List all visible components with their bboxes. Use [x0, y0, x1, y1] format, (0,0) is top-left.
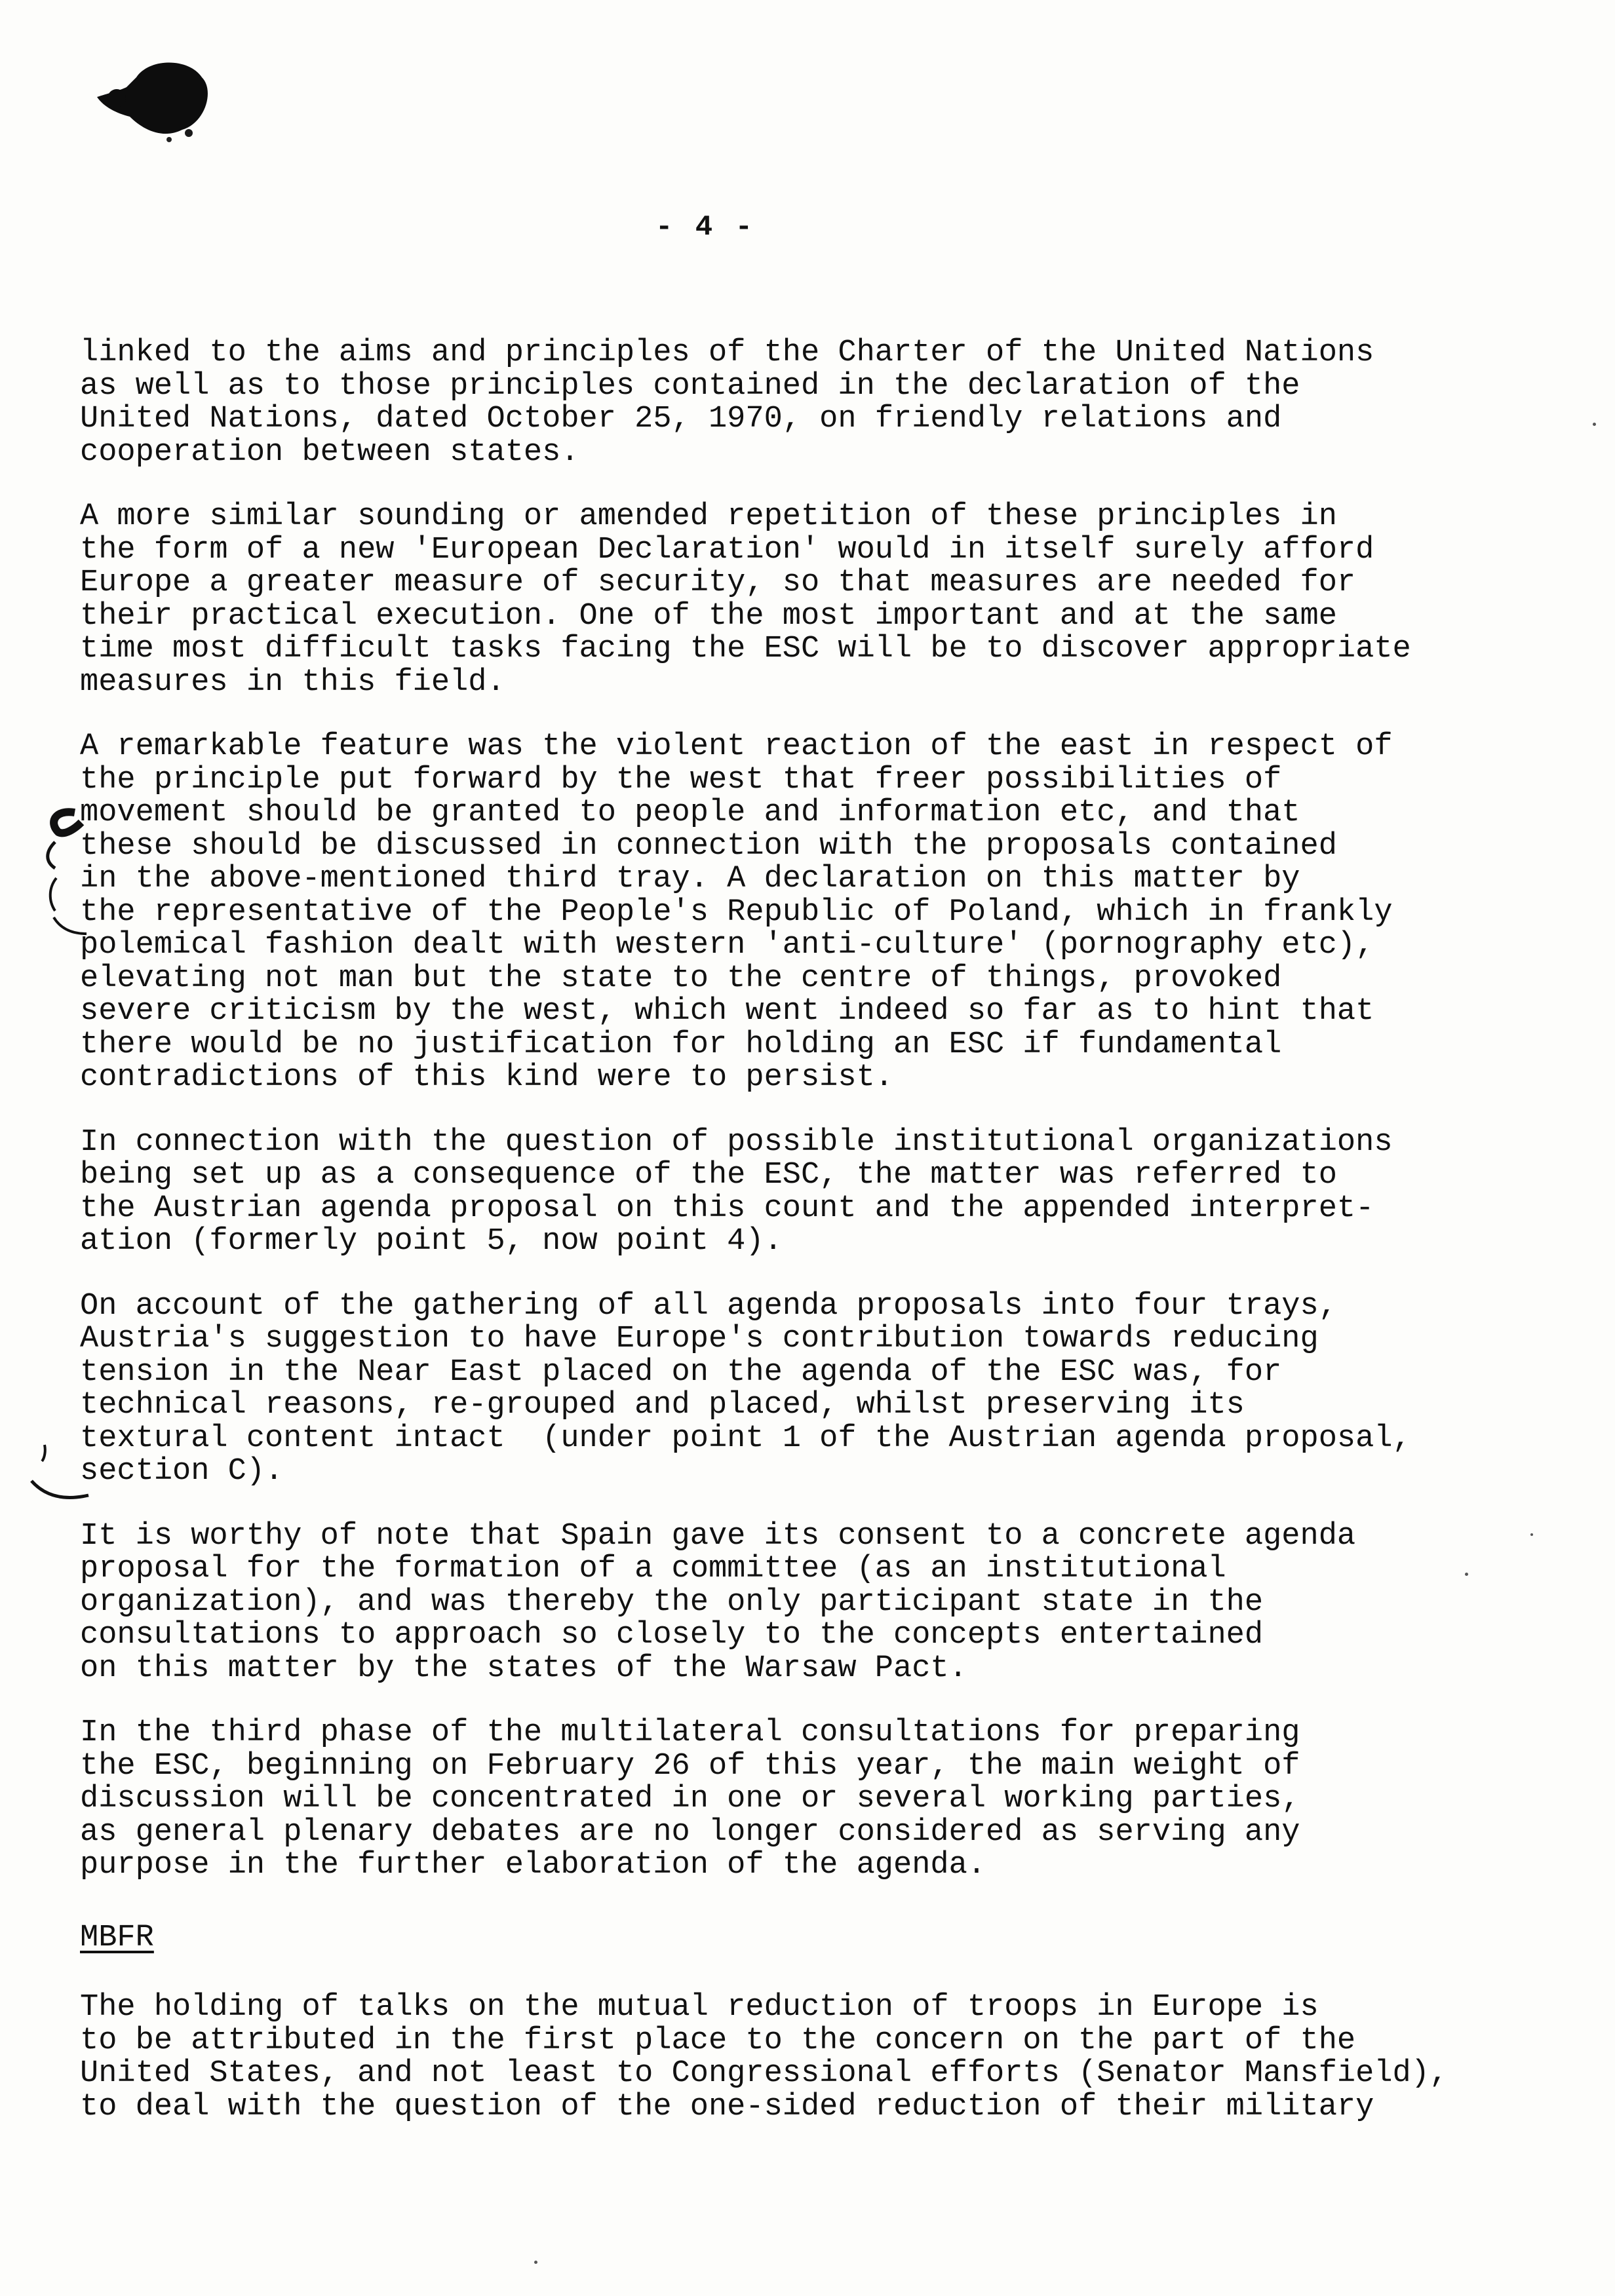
- text-line: cooperation between states.: [80, 434, 579, 470]
- text-line: as well as to those principles contained in the declaration of the: [80, 368, 1300, 404]
- text-line: there would be no justification for holding an ESC if fundamental: [80, 1027, 1282, 1062]
- text-line: In connection with the question of possible institutional organizations: [80, 1124, 1393, 1160]
- scan-speck: [1593, 423, 1596, 426]
- text-line: United Nations, dated October 25, 1970, on friendly relations and: [80, 402, 1282, 436]
- text-line: linked to the aims and principles of the Charter of the United Nations: [80, 335, 1374, 370]
- text-line: the ESC, beginning on February 26 of this year, the main weight of: [80, 1748, 1300, 1784]
- page-number: - 4 -: [655, 211, 756, 244]
- text-line: time most difficult tasks facing the ESC will be to discover appropriate: [80, 632, 1411, 666]
- text-line: contradictions of this kind were to persist.: [80, 1060, 894, 1095]
- paragraph: [80, 1126, 1555, 1259]
- text-line: Austria's suggestion to have Europe's contribution towards reducing: [80, 1322, 1319, 1356]
- paragraph: [80, 1991, 1555, 2124]
- text-line: being set up as a consequence of the ESC, the matter was referred to: [80, 1158, 1337, 1193]
- text-line: the representative of the People's Republic of Poland, which in frankly: [80, 894, 1393, 930]
- text-line: measures in this field.: [80, 664, 505, 700]
- text-line: in the above-mentioned third tray. A declaration on this matter by: [80, 862, 1300, 896]
- text-line: Europe a greater measure of security, so that measures are needed for: [80, 565, 1356, 600]
- text-line: A more similar sounding or amended repetition of these principles in: [80, 499, 1337, 534]
- text-line: textural content intact (under point 1 of the Austrian agenda proposal,: [80, 1421, 1411, 1456]
- scan-speck: [534, 2261, 537, 2264]
- margin-pen-mark-upper: [29, 803, 88, 947]
- text-line: elevating not man but the state to the centre of things, provoked: [80, 961, 1282, 996]
- text-line: their practical execution. One of the most important and at the same: [80, 598, 1337, 634]
- text-line: tension in the Near East placed on the agenda of the ESC was, for: [80, 1354, 1282, 1390]
- text-line: movement should be granted to people and information etc, and that: [80, 795, 1300, 830]
- text-line: ation (formerly point 5, now point 4).: [80, 1224, 783, 1259]
- text-line: organization), and was thereby the only participant state in the: [80, 1584, 1264, 1620]
- paragraph: [80, 1290, 1555, 1489]
- text-line: United States, and not least to Congressional efforts (Senator Mansfield),: [80, 2056, 1449, 2091]
- text-line: the form of a new 'European Declaration' would in itself surely afford: [80, 532, 1374, 567]
- text-line: on this matter by the states of the Warsaw Pact.: [80, 1651, 967, 1686]
- paragraph: [80, 1717, 1555, 1883]
- text-line: technical reasons, re-grouped and placed, whilst preserving its: [80, 1388, 1245, 1423]
- body-text: [80, 337, 1555, 2155]
- text-line: as general plenary debates are no longer considered as serving any: [80, 1814, 1300, 1850]
- text-line: A remarkable feature was the violent reaction of the east in respect of: [80, 729, 1393, 764]
- text-line: these should be discussed in connection with the proposals contained: [80, 828, 1337, 864]
- text-line: polemical fashion dealt with western 'anti-culture' (pornography etc),: [80, 928, 1374, 963]
- paragraph: [80, 337, 1555, 469]
- text-line: severe criticism by the west, which went indeed so far as to hint that: [80, 994, 1374, 1029]
- text-line: proposal for the formation of a committee (as an institutional: [80, 1552, 1226, 1586]
- text-line: It is worthy of note that Spain gave its consent to a concrete agenda: [80, 1518, 1356, 1554]
- section-heading: MBFR: [80, 1920, 154, 1955]
- paragraph: [80, 501, 1555, 699]
- text-line: purpose in the further elaboration of the agenda.: [80, 1848, 986, 1883]
- text-line: to be attributed in the first place to the concern on the part of the: [80, 2023, 1356, 2058]
- text-line: to deal with the question of the one-sided reduction of their military: [80, 2089, 1374, 2124]
- paragraph: [80, 731, 1555, 1095]
- text-line: consultations to approach so closely to the concepts entertained: [80, 1618, 1264, 1653]
- text-line: the Austrian agenda proposal on this count and the appended interpret-: [80, 1191, 1374, 1226]
- ink-blot-mark: [90, 51, 222, 149]
- text-line: On account of the gathering of all agenda proposals into four trays,: [80, 1288, 1337, 1324]
- text-line: the principle put forward by the west that freer possibilities of: [80, 762, 1282, 797]
- text-line: In the third phase of the multilateral consultations for preparing: [80, 1715, 1300, 1750]
- text-line: section C).: [80, 1454, 284, 1489]
- paragraph: [80, 1520, 1555, 1686]
- text-line: The holding of talks on the mutual reduction of troops in Europe is: [80, 1990, 1319, 2025]
- text-line: discussion will be concentrated in one or several working parties,: [80, 1782, 1300, 1816]
